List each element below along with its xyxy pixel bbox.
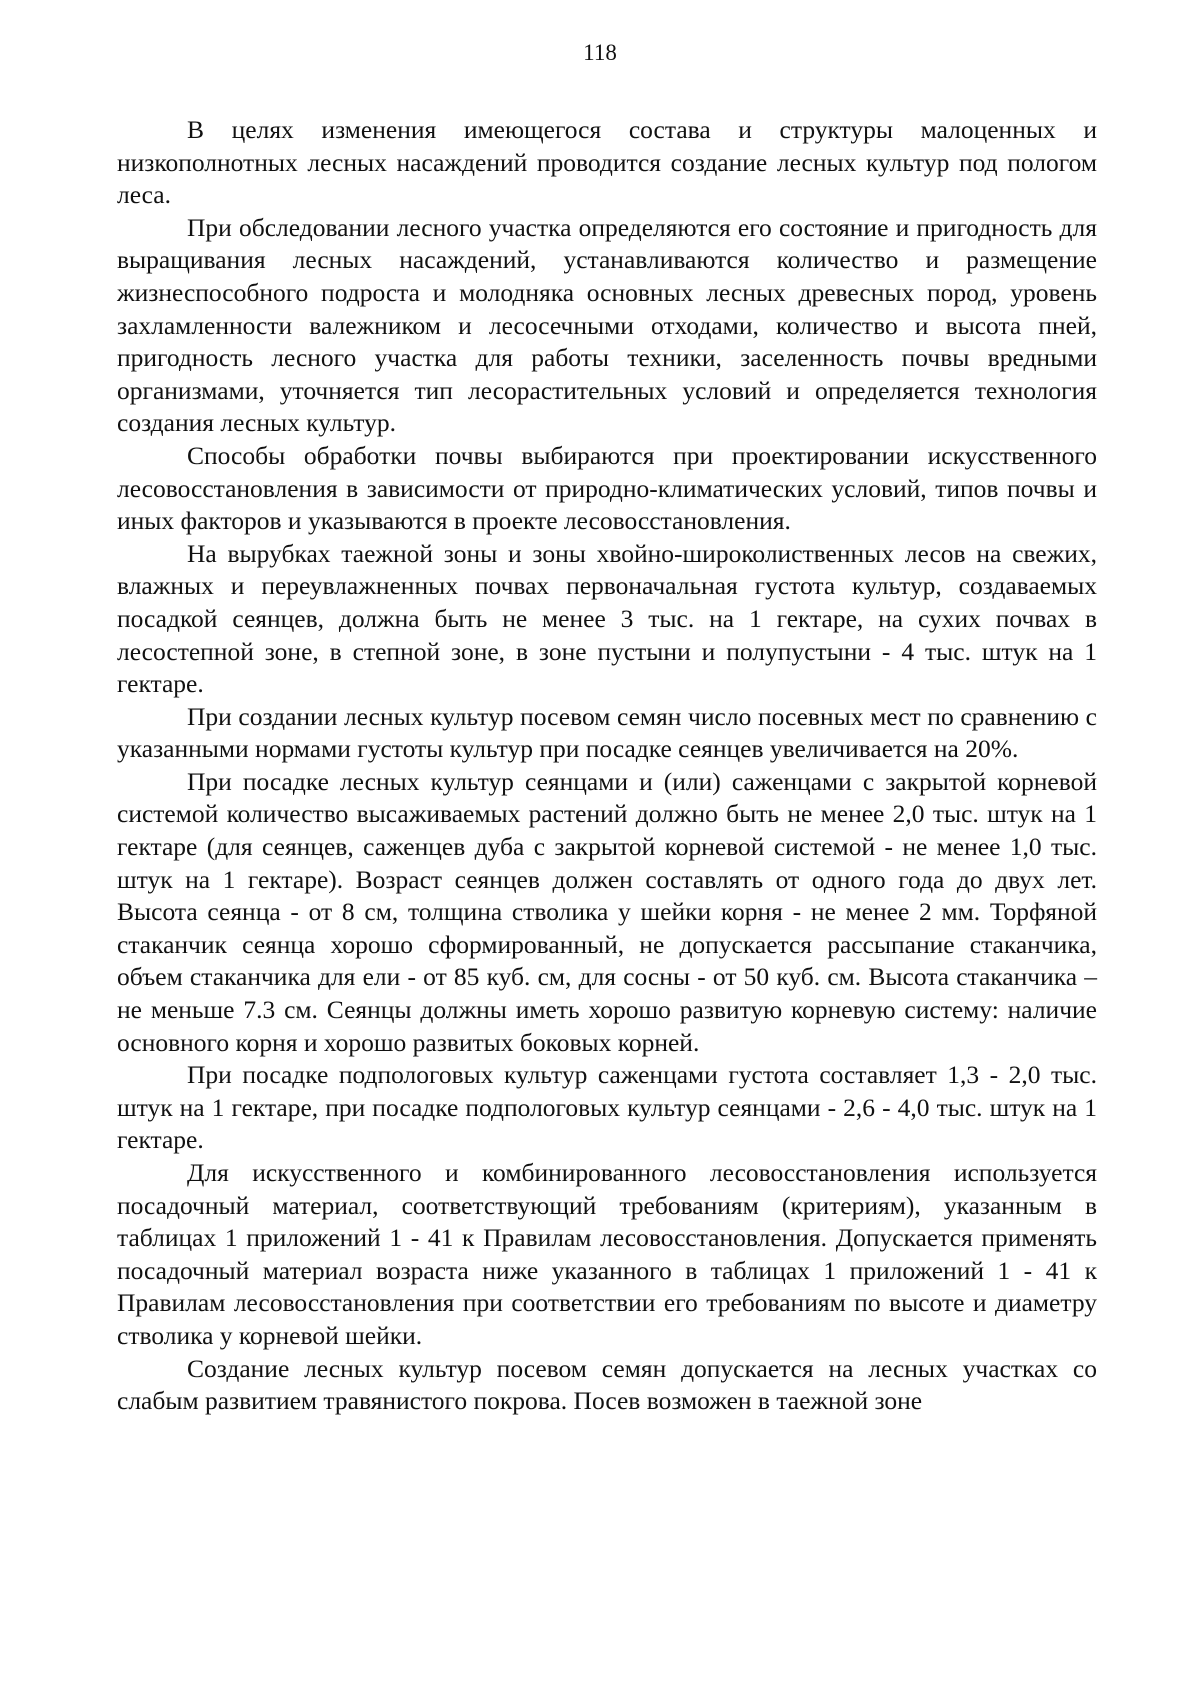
paragraph-1: В целях изменения имеющегося состава и структуры малоценных и низкополнотных лесных насаждений проводится создание лесных культур под пологом леса.	[117, 115, 1097, 210]
paragraph-9: Создание лесных культур посевом семян допускается на лесных участках со слабым развитием травянистого покрова. Посев возможен в таежной зоне	[117, 1353, 1097, 1416]
paragraph-6: При посадке лесных культур сеянцами и (или) саженцами с закрытой корневой системой количество высаживаемых растений должно быть не менее 2,0 тыс. штук на 1 гектаре (для сеянцев, саженцев дуба с закрытой корневой системой - не менее 1,0 тыс. штук на 1 гектаре). Возраст сеянцев должен составлять от одного года до двух лет. Высота сеянца - от 8 см, толщина стволика у шейки корня - не менее 2 мм. Торфяной стаканчик сеянца хорошо сформированный, не допускается рассыпание стаканчика, объем стаканчика для ели - от 85 куб. см, для сосны - от 50 куб. см. Высота стаканчика – не меньше 7.3 см. Сеянцы должны иметь хорошо развитую корневую систему: наличие основного корня и хорошо развитых боковых корней.	[117, 766, 1097, 1057]
paragraph-8: Для искусственного и комбинированного лесовосстановления используется посадочный материал, соответствующий требованиям (критериям), указанным в таблицах 1 приложений 1 - 41 к Правилам лесовосстановления. Допускается применять посадочный материал возраста ниже указанного в таблицах 1 приложений 1 - 41 к Правилам лесовосстановления при соответствии его требованиям по высоте и диаметру стволика у корневой шейки.	[117, 1158, 1097, 1350]
paragraph-5: При создании лесных культур посевом семян число посевных мест по сравнению с указанными нормами густоты культур при посадке сеянцев увеличивается на 20%.	[117, 701, 1097, 764]
paragraph-2: При обследовании лесного участка определяются его состояние и пригодность для выращивания лесных насаждений, устанавливаются количество и размещение жизнеспособного подроста и молодняка основных лесных древесных пород, уровень захламленности валежником и лесосечными отходами, количество и высота пней, пригодность лесного участка для работы техники, заселенность почвы вредными организмами, уточняется тип лесорастительных условий и определяется технология создания лесных культур.	[117, 212, 1097, 438]
paragraph-3: Способы обработки почвы выбираются при проектировании искусственного лесовосстановления в зависимости от природно-климатических условий, типов почвы и иных факторов и указываются в проекте лесовосстановления.	[117, 440, 1097, 536]
document-body	[117, 114, 1097, 1418]
page-number: 118	[583, 40, 617, 65]
paragraph-4: На вырубках таежной зоны и зоны хвойно-широколиственных лесов на свежих, влажных и переувлажненных почвах первоначальная густота культур, создаваемых посадкой сеянцев, должна быть не менее 3 тыс. на 1 гектаре, на сухих почвах в лесостепной зоне, в степной зоне, в зоне пустыни и полупустыни - 4 тыс. штук на 1 гектаре.	[117, 538, 1097, 699]
paragraph-7: При посадке подпологовых культур саженцами густота составляет 1,3 - 2,0 тыс. штук на 1 гектаре, при посадке подпологовых культур сеянцами - 2,6 - 4,0 тыс. штук на 1 гектаре.	[117, 1060, 1097, 1155]
